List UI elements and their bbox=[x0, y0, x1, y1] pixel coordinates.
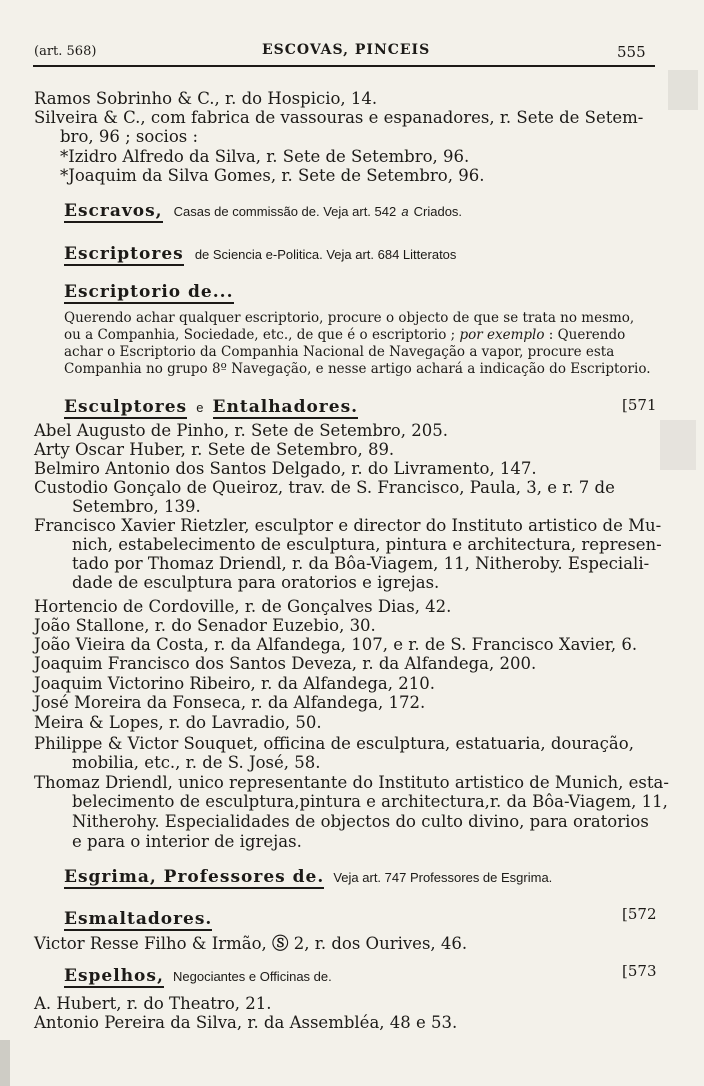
list-item: João Vieira da Costa, r. da Alfandega, 107, e r. de S. Francisco Xavier, 6. bbox=[34, 635, 638, 654]
list-item-continuation: dade de esculptura para oratorios e igrejas. bbox=[72, 573, 440, 592]
section-heading: Escriptores bbox=[64, 244, 184, 264]
section-escriptores bbox=[64, 244, 456, 264]
paragraph-text: : Querendo bbox=[548, 327, 626, 343]
section-note: de Sciencia e-Politica. Veja art. 684 Litteratos bbox=[194, 247, 457, 262]
list-item: João Stallone, r. do Senador Euzebio, 30. bbox=[34, 616, 376, 635]
section-escravos bbox=[64, 201, 462, 221]
section-heading: Espelhos, bbox=[64, 966, 164, 986]
section-esmaltadores bbox=[64, 909, 212, 929]
section-heading: Esgrima, Professores de. bbox=[64, 867, 325, 887]
list-item: *Joaquim da Silva Gomes, r. Sete de Setembro, 96. bbox=[60, 166, 485, 185]
list-item-continuation: Setembro, 139. bbox=[72, 497, 201, 516]
list-item bbox=[34, 934, 467, 953]
section-heading: Entalhadores. bbox=[212, 397, 359, 417]
section-escriptorio bbox=[64, 282, 234, 302]
list-item: Belmiro Antonio dos Santos Delgado, r. do Livramento, 147. bbox=[34, 459, 537, 478]
scan-noise bbox=[0, 1040, 10, 1086]
section-note-tail: Criados. bbox=[413, 204, 463, 219]
section-esculptores bbox=[64, 397, 358, 417]
article-number: [573 bbox=[622, 962, 657, 980]
paragraph-line: Querendo achar qualquer escriptorio, procure o objecto de que se trata no mesmo, bbox=[64, 310, 635, 326]
paragraph-text: ou a Companhia, Sociedade, etc., de que é o escriptorio ; bbox=[64, 327, 456, 343]
medal-mark: Ⓢ bbox=[272, 934, 289, 953]
list-item-continuation: e para o interior de igrejas. bbox=[72, 832, 302, 851]
list-item: Silveira & C., com fabrica de vassouras e espanadores, r. Sete de Setem- bbox=[34, 108, 644, 127]
paragraph-line: achar o Escriptorio da Companhia Nacional de Navegação a vapor, procure esta bbox=[64, 344, 615, 360]
article-number: [571 bbox=[622, 396, 657, 414]
list-item: Custodio Gonçalo de Queiroz, trav. de S. Francisco, Paula, 3, e r. 7 de bbox=[34, 478, 615, 497]
list-item: Abel Augusto de Pinho, r. Sete de Setembro, 205. bbox=[34, 421, 448, 440]
section-heading: Esculptores bbox=[64, 397, 188, 417]
list-item: José Moreira da Fonseca, r. da Alfandega, 172. bbox=[34, 693, 426, 712]
list-item-continuation: mobilia, etc., r. de S. José, 58. bbox=[72, 753, 321, 772]
list-item: *Izidro Alfredo da Silva, r. Sete de Setembro, 96. bbox=[60, 147, 470, 166]
scan-noise bbox=[660, 420, 696, 470]
paragraph-line: Companhia no grupo 8º Navegação, e nesse artigo achará a indicação do Escriptorio. bbox=[64, 361, 651, 377]
paragraph-italic: por exemplo bbox=[459, 327, 545, 343]
page-section-label: (art. 568) bbox=[34, 44, 97, 59]
section-note-italic: a bbox=[401, 204, 409, 219]
list-item: Meira & Lopes, r. do Lavradio, 50. bbox=[34, 713, 322, 732]
scan-noise bbox=[668, 70, 698, 110]
page-number: 555 bbox=[617, 43, 646, 61]
header-rule bbox=[33, 65, 655, 67]
list-item-continuation: tado por Thomaz Driendl, r. da Bôa-Viagem, 11, Nitheroby. Especiali- bbox=[72, 554, 650, 573]
list-item-continuation: Nitherohy. Especialidades de objectos do culto divino, para oratorios bbox=[72, 812, 649, 831]
list-item-continuation: belecimento de esculptura,pintura e architectura,r. da Bôa-Viagem, 11, bbox=[72, 792, 668, 811]
list-item-continuation: nich, estabelecimento de esculptura, pintura e architectura, represen- bbox=[72, 535, 662, 554]
list-item-continuation: bro, 96 ; socios : bbox=[60, 127, 199, 146]
list-item: Ramos Sobrinho & C., r. do Hospicio, 14. bbox=[34, 89, 378, 108]
section-heading: Escriptorio de... bbox=[64, 282, 234, 302]
list-item: Joaquim Francisco dos Santos Deveza, r. da Alfandega, 200. bbox=[34, 654, 537, 673]
section-heading: Escravos, bbox=[64, 201, 163, 221]
list-item-text: Victor Resse Filho & Irmão, bbox=[34, 934, 267, 953]
list-item: Arty Oscar Huber, r. Sete de Setembro, 89. bbox=[34, 440, 395, 459]
section-heading-conj: e bbox=[196, 400, 204, 415]
list-item: A. Hubert, r. do Theatro, 21. bbox=[34, 994, 272, 1013]
section-heading: Esmaltadores. bbox=[64, 909, 213, 929]
section-note: Veja art. 747 Professores de Esgrima. bbox=[333, 870, 553, 885]
paragraph-line bbox=[64, 327, 625, 343]
page-title: ESCOVAS, PINCEIS bbox=[262, 42, 431, 58]
list-item: Francisco Xavier Rietzler, esculptor e director do Instituto artistico de Mu- bbox=[34, 516, 662, 535]
section-note: Negociantes e Officinas de. bbox=[172, 969, 332, 984]
list-item: Thomaz Driendl, unico representante do Instituto artistico de Munich, esta- bbox=[34, 773, 669, 792]
list-item: Antonio Pereira da Silva, r. da Assembléa, 48 e 53. bbox=[34, 1013, 458, 1032]
list-item: Joaquim Victorino Ribeiro, r. da Alfandega, 210. bbox=[34, 674, 435, 693]
article-number: [572 bbox=[622, 905, 657, 923]
section-note: Casas de commissão de. Veja art. 542 bbox=[173, 204, 397, 219]
list-item: Hortencio de Cordoville, r. de Gonçalves Dias, 42. bbox=[34, 597, 452, 616]
section-esgrima bbox=[64, 867, 552, 887]
list-item-text: 2, r. dos Ourives, 46. bbox=[293, 934, 468, 953]
section-espelhos bbox=[64, 966, 332, 986]
list-item: Philippe & Victor Souquet, officina de esculptura, estatuaria, douração, bbox=[34, 734, 634, 753]
